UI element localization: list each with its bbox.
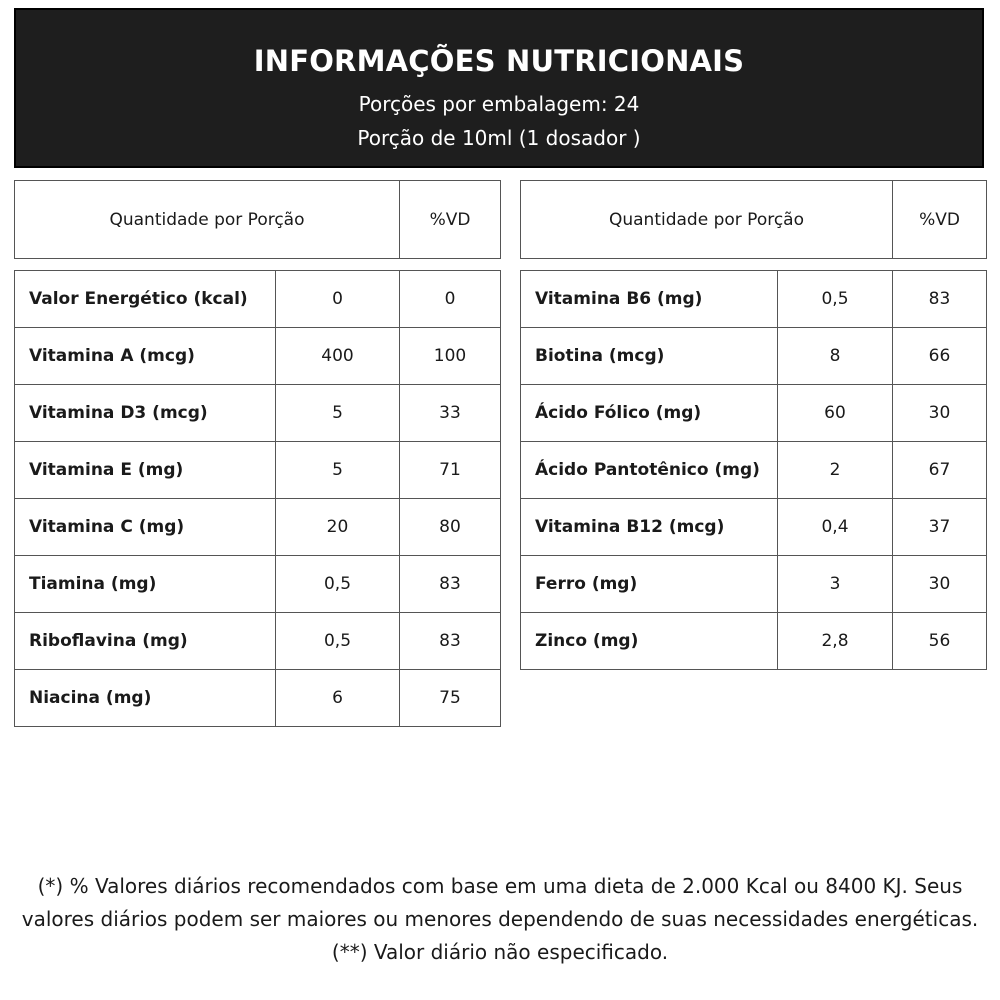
nutrient-name: Vitamina C (mg) — [15, 499, 276, 556]
nutrient-vd: 56 — [893, 613, 987, 670]
nutrient-name: Valor Energético (kcal) — [15, 271, 276, 328]
nutrient-name: Biotina (mcg) — [521, 328, 778, 385]
table-row — [521, 442, 987, 499]
servings-per-package: Porções por embalagem: 24 — [358, 92, 640, 116]
nutrient-amount: 60 — [778, 385, 893, 442]
table-row — [15, 499, 501, 556]
nutrient-name: Niacina (mg) — [15, 670, 276, 727]
nutrient-vd: 83 — [893, 271, 987, 328]
table-row — [15, 328, 501, 385]
nutrient-vd: 75 — [400, 670, 501, 727]
nutrient-name: Ácido Fólico (mg) — [521, 385, 778, 442]
page-title: INFORMAÇÕES NUTRICIONAIS — [253, 44, 745, 78]
nutrient-name: Tiamina (mg) — [15, 556, 276, 613]
nutrient-name: Zinco (mg) — [521, 613, 778, 670]
nutrient-amount: 2 — [778, 442, 893, 499]
footnote: (*) % Valores diários recomendados com base em uma dieta de 2.000 Kcal ou 8400 KJ. Seus valores diários podem ser maiores ou menores dependendo de suas necessidades energéticas. (**) Valor diário não especificado. — [21, 874, 979, 964]
vd-column-header: %VD — [893, 181, 987, 259]
nutrient-vd: 80 — [400, 499, 501, 556]
nutrient-name: Vitamina B12 (mcg) — [521, 499, 778, 556]
nutrient-name: Ácido Pantotênico (mg) — [521, 442, 778, 499]
left-nutrient-table — [14, 270, 501, 727]
nutrient-amount: 0,5 — [778, 271, 893, 328]
nutrient-amount: 0,4 — [778, 499, 893, 556]
quantity-column-header: Quantidade por Porção — [15, 181, 400, 259]
nutrient-amount: 8 — [778, 328, 893, 385]
nutrition-header — [14, 8, 984, 168]
nutrient-vd: 66 — [893, 328, 987, 385]
nutrient-amount: 5 — [276, 385, 400, 442]
nutrient-amount: 0 — [276, 271, 400, 328]
nutrient-vd: 71 — [400, 442, 501, 499]
right-nutrient-table — [520, 270, 987, 670]
nutrient-name: Ferro (mg) — [521, 556, 778, 613]
table-row — [15, 385, 501, 442]
nutrient-name: Vitamina E (mg) — [15, 442, 276, 499]
table-row — [521, 613, 987, 670]
nutrient-name: Riboflavina (mg) — [15, 613, 276, 670]
nutrient-name: Vitamina D3 (mcg) — [15, 385, 276, 442]
nutrient-vd: 0 — [400, 271, 501, 328]
nutrient-name: Vitamina A (mcg) — [15, 328, 276, 385]
left-column-header — [14, 180, 501, 259]
table-row — [521, 271, 987, 328]
nutrient-vd: 100 — [400, 328, 501, 385]
nutrient-vd: 30 — [893, 556, 987, 613]
nutrient-amount: 3 — [778, 556, 893, 613]
quantity-column-header: Quantidade por Porção — [521, 181, 893, 259]
nutrient-vd: 83 — [400, 613, 501, 670]
table-row — [521, 499, 987, 556]
table-row — [15, 670, 501, 727]
nutrient-name: Vitamina B6 (mg) — [521, 271, 778, 328]
vd-column-header: %VD — [400, 181, 501, 259]
portion-size: Porção de 10ml (1 dosador ) — [357, 126, 641, 150]
table-row — [521, 328, 987, 385]
nutrient-vd: 30 — [893, 385, 987, 442]
nutrient-amount: 6 — [276, 670, 400, 727]
nutrient-amount: 2,8 — [778, 613, 893, 670]
nutrient-vd: 33 — [400, 385, 501, 442]
table-row — [15, 613, 501, 670]
nutrient-amount: 0,5 — [276, 613, 400, 670]
nutrient-vd: 67 — [893, 442, 987, 499]
nutrient-amount: 5 — [276, 442, 400, 499]
table-row — [521, 556, 987, 613]
table-row — [15, 271, 501, 328]
table-row — [15, 442, 501, 499]
table-row — [15, 556, 501, 613]
nutrient-amount: 400 — [276, 328, 400, 385]
nutrient-vd: 37 — [893, 499, 987, 556]
nutrient-vd: 83 — [400, 556, 501, 613]
right-column-header — [520, 180, 987, 259]
table-row — [521, 385, 987, 442]
nutrient-amount: 20 — [276, 499, 400, 556]
nutrient-amount: 0,5 — [276, 556, 400, 613]
